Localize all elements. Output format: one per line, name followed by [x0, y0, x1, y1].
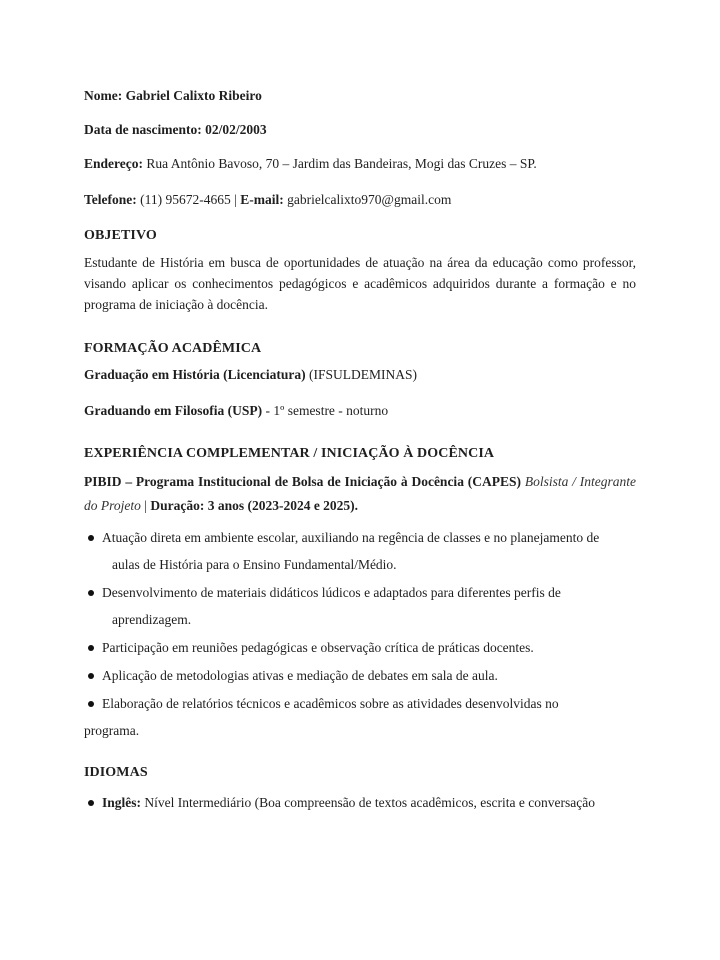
bullet-icon [88, 645, 94, 651]
bullet-text: Atuação direta em ambiente escolar, auxiliando na regência de classes e no planejamento de [102, 530, 600, 545]
address-value: Rua Antônio Bavoso, 70 – Jardim das Bandeiras, Mogi das Cruzes – SP. [146, 156, 537, 171]
bullet-icon [88, 535, 94, 541]
list-item [84, 524, 636, 578]
bullet-icon [88, 800, 94, 806]
bullet-text: Elaboração de relatórios técnicos e acadêmicos sobre as atividades desenvolvidas no [102, 696, 559, 711]
contact-line [84, 190, 636, 209]
bullet-icon [88, 701, 94, 707]
languages-heading: IDIOMAS [84, 765, 148, 780]
program-role: Bolsista / Integrante do Projeto [84, 474, 636, 513]
list-item [84, 690, 636, 744]
bullet-text: Aplicação de metodologias ativas e mediação de debates em sala de aula. [102, 668, 498, 683]
languages-bullet-list [84, 789, 636, 816]
experience-program [84, 470, 636, 518]
language-name: Inglês: [102, 795, 142, 810]
education-heading: FORMAÇÃO ACADÊMICA [84, 341, 262, 356]
birth-line [84, 120, 636, 139]
phone-value: (11) 95672-4665 | [140, 192, 237, 207]
objective-heading: OBJETIVO [84, 228, 157, 243]
list-item [84, 789, 636, 816]
name-line [84, 86, 636, 105]
name-label: Nome: [84, 88, 123, 103]
bullet-text-continued: aprendizagem. [112, 612, 192, 627]
program-name: PIBID – Programa Institucional de Bolsa de Iniciação à Docência (CAPES) [84, 474, 522, 489]
name-value: Gabriel Calixto Ribeiro [125, 88, 262, 103]
bullet-text-continued: programa. [84, 723, 140, 738]
list-item [84, 634, 636, 661]
education-item-philosophy-details: - 1º semestre - noturno [265, 403, 389, 418]
education-item-history-institution: (IFSULDEMINAS) [308, 367, 417, 382]
birth-label: Data de nascimento: [84, 122, 202, 137]
program-duration: Duração: 3 anos (2023-2024 e 2025). [150, 498, 359, 513]
phone-label: Telefone: [84, 192, 137, 207]
education-item-philosophy [84, 401, 636, 420]
email-value: gabrielcalixto970@gmail.com [287, 192, 452, 207]
bullet-text: Participação em reuniões pedagógicas e observação crítica de práticas docentes. [102, 640, 534, 655]
bullet-text-continued: aulas de História para o Ensino Fundamental/Médio. [112, 557, 397, 572]
objective-text: Estudante de História em busca de oportunidades de atuação na área da educação como professor, visando aplicar os conhecimentos pedagógicos e acadêmicos adquiridos durante a formação e no programa de iniciação à docência. [84, 255, 636, 312]
program-separator: | [144, 498, 147, 513]
address-label: Endereço: [84, 156, 143, 171]
bullet-icon [88, 590, 94, 596]
experience-heading: EXPERIÊNCIA COMPLEMENTAR / INICIAÇÃO À DOCÊNCIA [84, 446, 495, 461]
list-item [84, 579, 636, 633]
language-level: Nível Intermediário (Boa compreensão de textos acadêmicos, escrita e conversação [144, 795, 595, 810]
education-item-philosophy-degree: Graduando em Filosofia (USP) [84, 403, 263, 418]
bullet-text: Desenvolvimento de materiais didáticos lúdicos e adaptados para diferentes perfis de [102, 585, 561, 600]
experience-bullet-list [84, 524, 636, 744]
bullet-icon [88, 673, 94, 679]
education-item-history [84, 365, 636, 384]
education-item-history-degree: Graduação em História (Licenciatura) [84, 367, 306, 382]
list-item [84, 662, 636, 689]
address-line [84, 154, 636, 173]
email-label: E-mail: [240, 192, 284, 207]
birth-value: 02/02/2003 [205, 122, 267, 137]
